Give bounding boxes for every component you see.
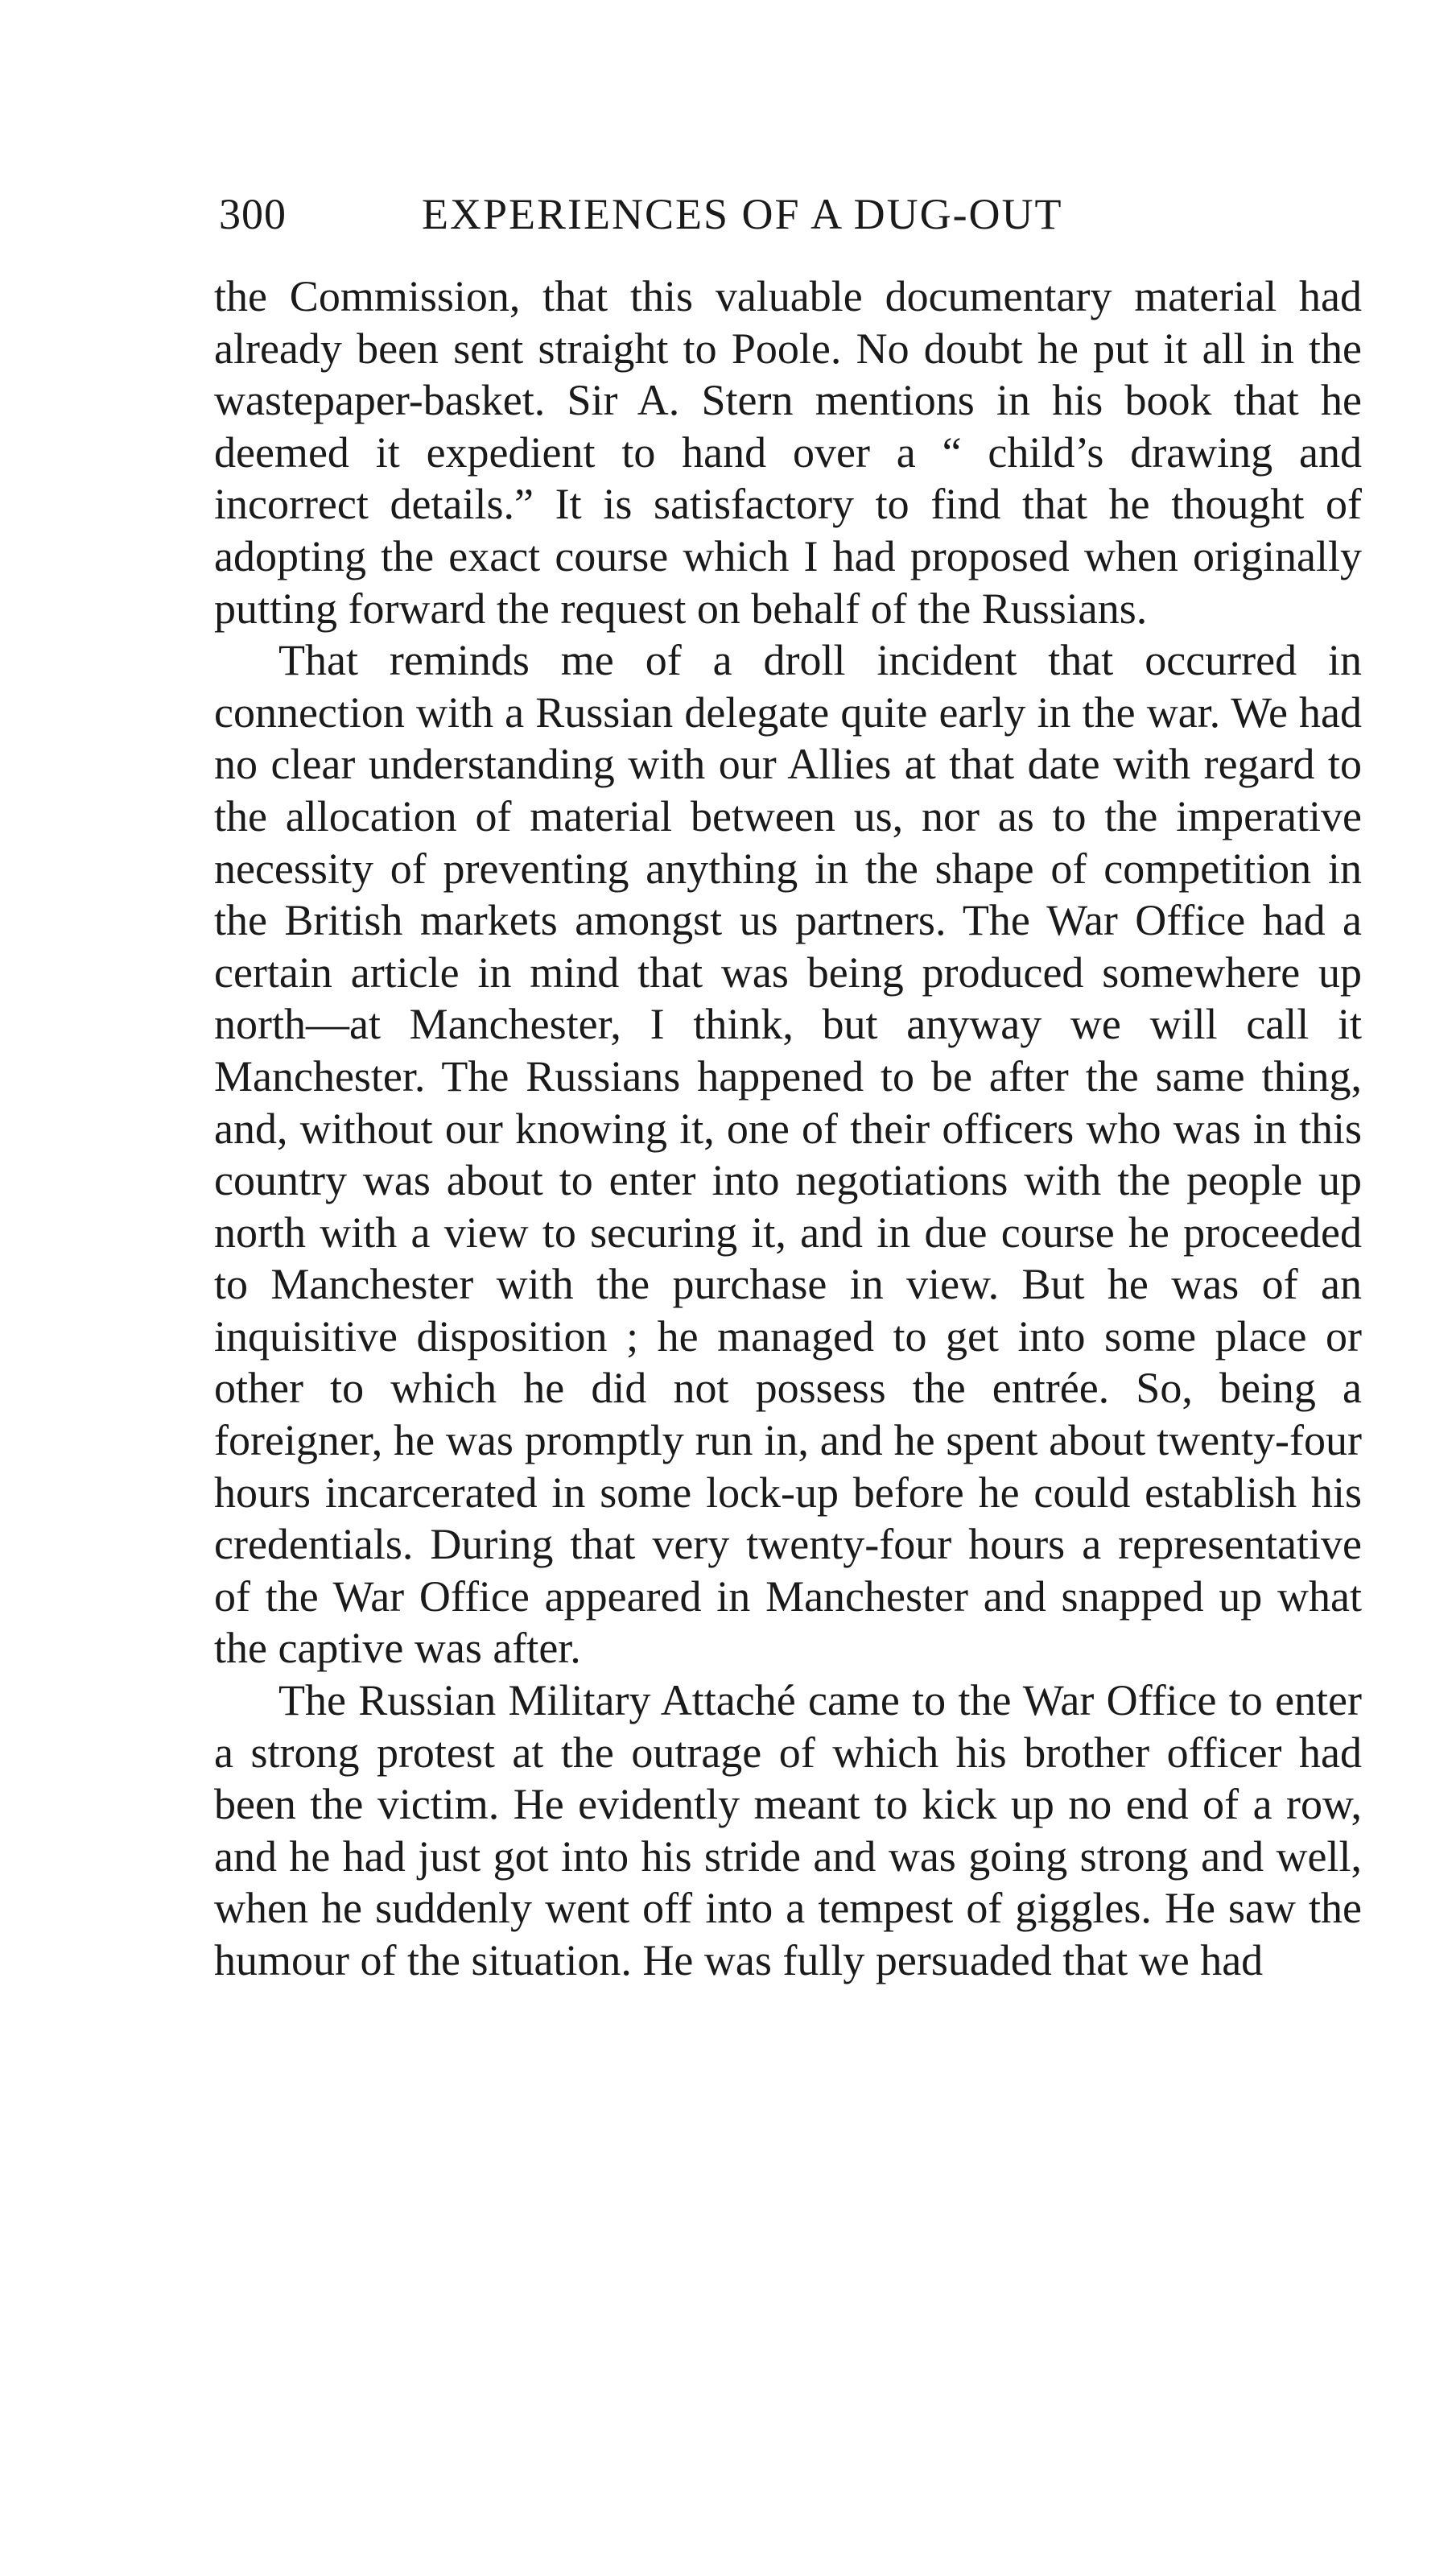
running-head [219,182,1173,246]
paragraph-2: That reminds me of a droll incident that occurred in connection with a Russian delegate quite early in the war. We had no clear understanding with our Allies at that date with regard to the allocation of material between us, nor as to the imperative necessity of preventing anything in the shape of competition in the British markets amongst us partners. The War Office had a certain article in mind that was being produced somewhere up north—at Manchester, I think, but anyway we will call it Manchester. The Russians happened to be after the same thing, and, without our knowing it, one of their officers who was in this country was about to enter into negotiations with the people up north with a view to securing it, and in due course he proceeded to Manchester with the purchase in view. But he was of an inquisitive disposition ; he managed to get into some place or other to which he did not possess the entrée. So, being a foreigner, he was promptly run in, and he spent about twenty-four hours incarcerated in some lock-up before he could establish his credentials. During that very twenty-four hours a representative of the War Office appeared in Manchester and snapped up what the captive was after. [214,636,1362,1673]
body-text [214,270,1362,1987]
paragraph-1: the Commission, that this valuable documentary material had already been sent straight to Poole. No doubt he put it all in the wastepaper-basket. Sir A. Stern mentions in his book that he deemed it expedient to hand over a “ child’s drawing and incorrect details.” It is satisfactory to find that he thought of adopting the exact course which I had proposed when originally putting forward the request on behalf of the Russians. [214,272,1362,633]
page-number: 300 [219,190,287,238]
paragraph-3: The Russian Military Attaché came to the War Office to enter a strong protest at the outrage of which his brother officer had been the victim. He evidently meant to kick up no end of a row, and he had just got into his stride and was going strong and well, when he suddenly went off into a tempest of giggles. He saw the humour of the situation. He was fully persuaded that we had [214,1676,1362,1984]
running-title: EXPERIENCES OF A DUG-OUT [422,190,1063,238]
